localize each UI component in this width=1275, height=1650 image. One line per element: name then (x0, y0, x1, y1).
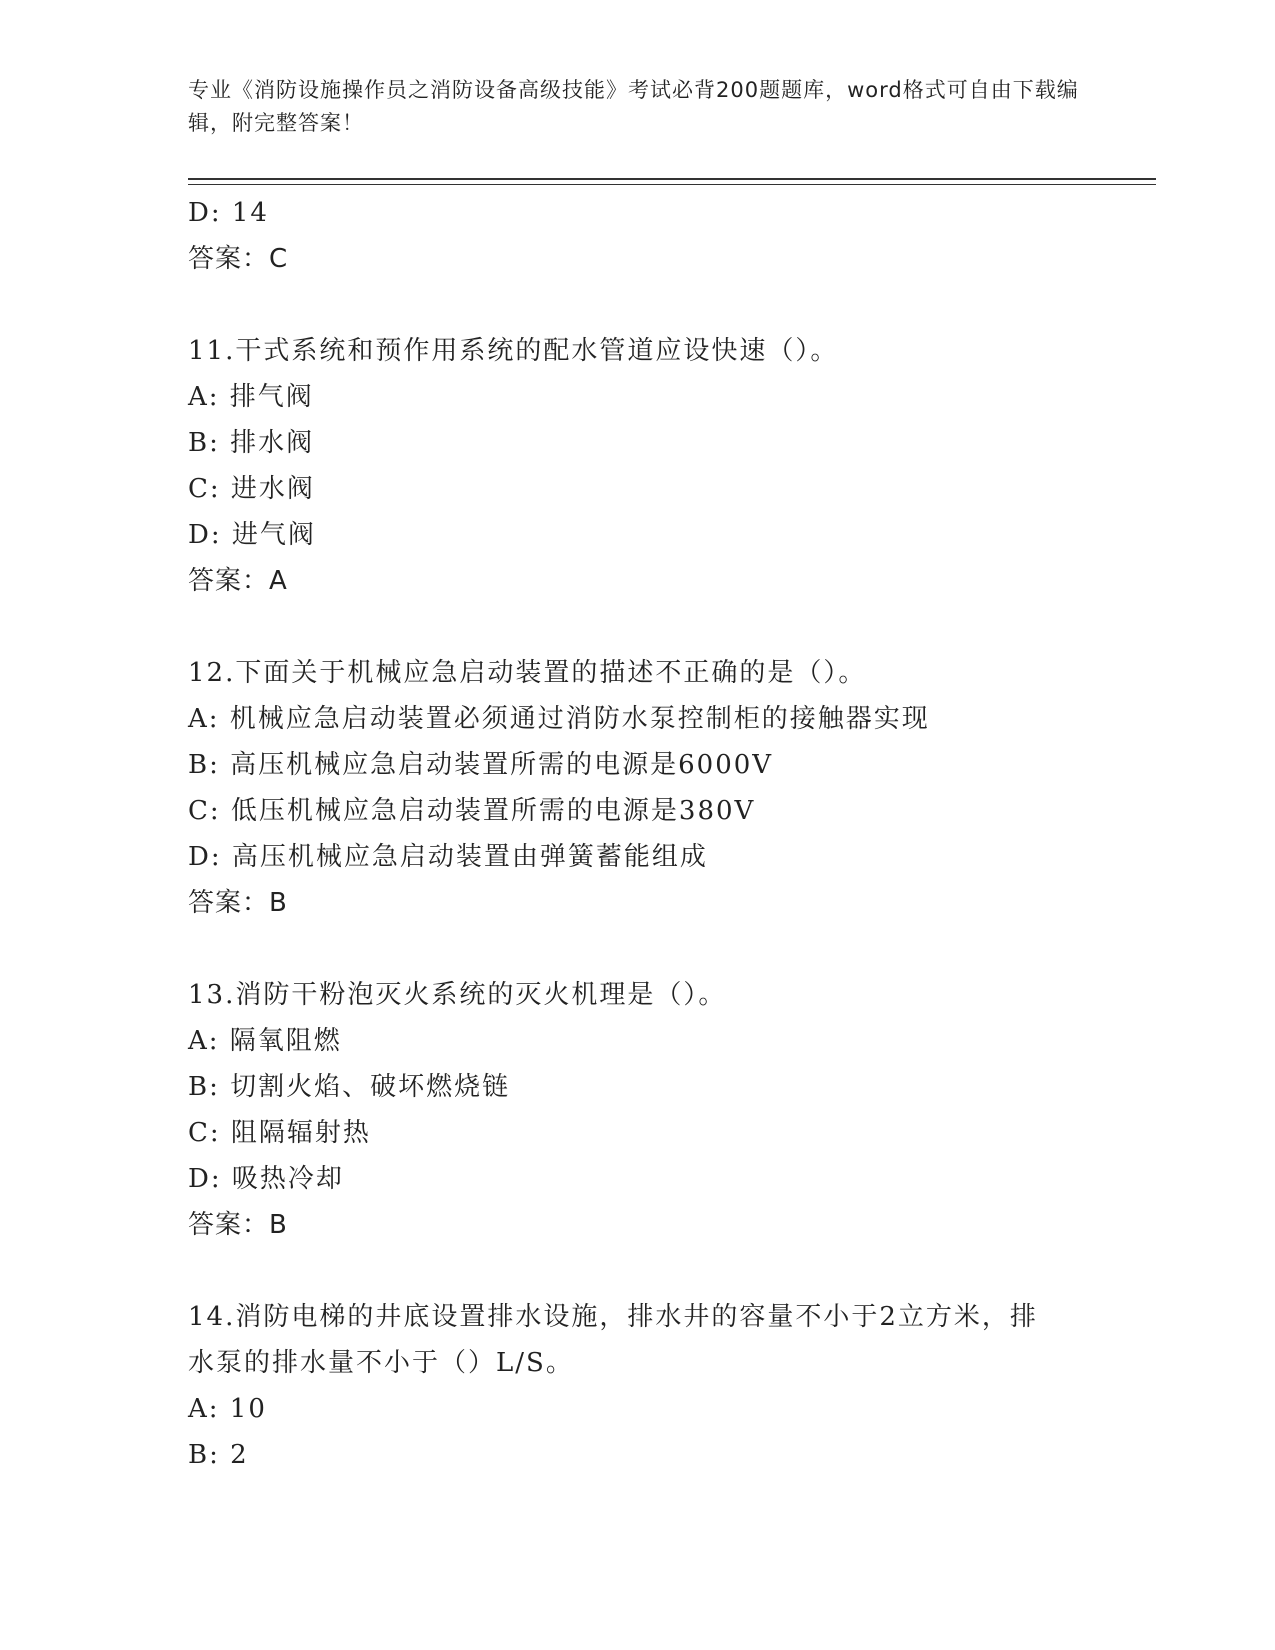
header-rule-thick (188, 178, 1156, 180)
prev-option-d: D: 14 (188, 198, 269, 228)
prev-answer: 答案：C (188, 244, 289, 274)
option-b: B: 排水阀 (188, 428, 315, 458)
question-stem: 14.消防电梯的井底设置排水设施，排水井的容量不小于2立方米，排 (188, 1302, 1038, 1332)
spacer (188, 1248, 1088, 1294)
option-d: D: 高压机械应急启动装置由弹簧蓄能组成 (188, 842, 708, 872)
option-c: C: 阻隔辐射热 (188, 1118, 371, 1148)
answer: 答案：B (188, 888, 288, 918)
question-stem: 12.下面关于机械应急启动装置的描述不正确的是（）。 (188, 658, 867, 688)
spacer (188, 926, 1088, 972)
question-stem-continued: 水泵的排水量不小于（）L/S。 (188, 1348, 574, 1378)
option-a: A: 10 (188, 1394, 267, 1424)
option-c: C: 低压机械应急启动装置所需的电源是380V (188, 796, 756, 826)
question-13 (188, 972, 1088, 1248)
option-b: B: 切割火焰、破坏燃烧链 (188, 1072, 511, 1102)
option-c: C: 进水阀 (188, 474, 315, 504)
option-a: A: 隔氧阻燃 (188, 1026, 342, 1056)
option-a: A: 排气阀 (188, 382, 314, 412)
document-header: 专业《消防设施操作员之消防设备高级技能》考试必背200题题库，word格式可自由下载编辑，附完整答案！ (188, 78, 1079, 135)
answer: 答案：B (188, 1210, 288, 1240)
question-11 (188, 328, 1088, 604)
option-b: B: 高压机械应急启动装置所需的电源是6000V (188, 750, 774, 780)
question-12 (188, 650, 1088, 926)
spacer (188, 282, 1088, 328)
question-content (188, 190, 1088, 1478)
question-14 (188, 1294, 1088, 1478)
answer: 答案：A (188, 566, 288, 596)
question-stem: 13.消防干粉泡灭火系统的灭火机理是（）。 (188, 980, 727, 1010)
spacer (188, 604, 1088, 650)
header-rule-thin (188, 184, 1156, 185)
option-d: D: 进气阀 (188, 520, 316, 550)
option-d: D: 吸热冷却 (188, 1164, 344, 1194)
option-b: B: 2 (188, 1440, 249, 1470)
question-stem: 11.干式系统和预作用系统的配水管道应设快速（）。 (188, 336, 839, 366)
option-a: A: 机械应急启动装置必须通过消防水泵控制柜的接触器实现 (188, 704, 930, 734)
